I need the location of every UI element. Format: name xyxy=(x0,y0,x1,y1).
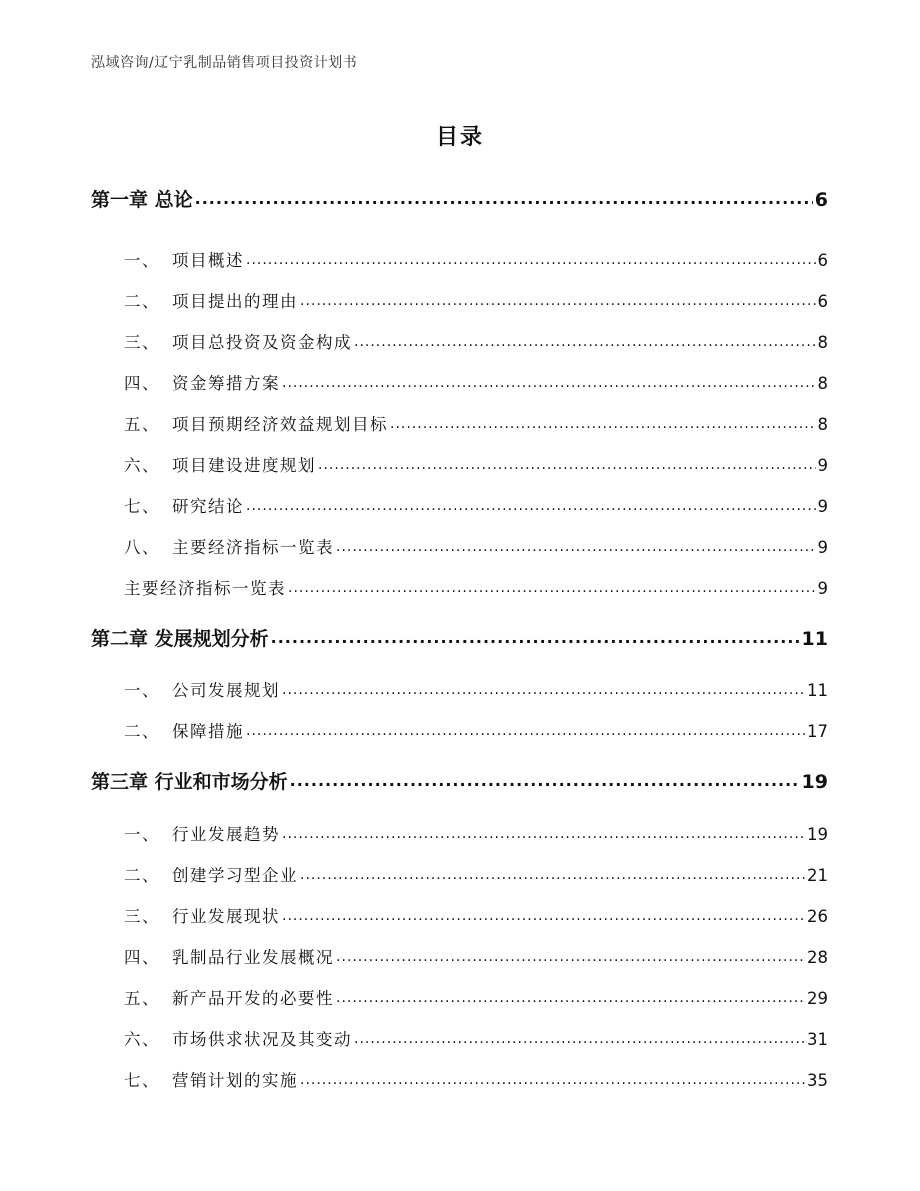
toc-entry-label: 项目概述 xyxy=(172,251,244,270)
toc-section-number: 五、 xyxy=(124,415,160,434)
toc-entry-label: 新产品开发的必要性 xyxy=(172,989,334,1008)
toc-section[interactable] xyxy=(0,903,920,927)
toc-section[interactable] xyxy=(0,452,920,476)
toc-page-number: 19 xyxy=(801,771,828,793)
toc-page-number: 31 xyxy=(807,1030,828,1049)
toc-dot-leader xyxy=(282,824,805,841)
toc-page-number: 9 xyxy=(817,538,828,557)
toc-section[interactable] xyxy=(0,493,920,517)
toc-dot-leader xyxy=(300,291,816,308)
toc-section-number: 三、 xyxy=(124,907,160,926)
toc-page-number: 11 xyxy=(807,681,828,700)
toc-dot-leader xyxy=(354,332,816,349)
toc-section[interactable] xyxy=(0,534,920,558)
toc-page-number: 6 xyxy=(817,251,828,270)
toc-section-number: 八、 xyxy=(124,538,160,557)
toc-page-number: 35 xyxy=(807,1071,828,1090)
toc-section-number: 七、 xyxy=(124,1071,160,1090)
toc-section[interactable] xyxy=(0,247,920,271)
toc-entry-label: 营销计划的实施 xyxy=(172,1071,298,1090)
toc-dot-leader xyxy=(246,250,816,267)
toc-section-number: 五、 xyxy=(124,989,160,1008)
toc-section[interactable] xyxy=(0,1067,920,1091)
toc-entry-label: 行业发展趋势 xyxy=(172,825,280,844)
toc-section[interactable] xyxy=(0,329,920,353)
toc-section-number: 三、 xyxy=(124,333,160,352)
toc-dot-leader xyxy=(282,373,816,390)
toc-entry-label: 项目提出的理由 xyxy=(172,292,298,311)
toc-chapter-1[interactable] xyxy=(0,185,920,212)
toc-page-number: 11 xyxy=(801,628,828,650)
toc-entry-label: 乳制品行业发展概况 xyxy=(172,948,334,967)
toc-page-number: 17 xyxy=(807,722,828,741)
toc-dot-leader xyxy=(300,1070,805,1087)
toc-chapter-3[interactable] xyxy=(0,767,920,794)
toc-page-number: 21 xyxy=(807,866,828,885)
toc-section[interactable] xyxy=(0,944,920,968)
toc-entry-label: 创建学习型企业 xyxy=(172,866,298,885)
toc-table-entry[interactable] xyxy=(0,575,920,599)
toc-entry-label: 第三章 行业和市场分析 xyxy=(91,771,288,793)
toc-entry-label: 保障措施 xyxy=(172,722,244,741)
toc-section[interactable] xyxy=(0,677,920,701)
toc-page-number: 9 xyxy=(817,456,828,475)
toc-page-number: 26 xyxy=(807,907,828,926)
toc-dot-leader xyxy=(318,455,816,472)
toc-dot-leader xyxy=(246,721,805,738)
toc-section[interactable] xyxy=(0,862,920,886)
toc-dot-leader xyxy=(195,187,813,206)
toc-page-number: 9 xyxy=(817,497,828,516)
toc-section[interactable] xyxy=(0,288,920,312)
toc-section[interactable] xyxy=(0,370,920,394)
toc-section[interactable] xyxy=(0,411,920,435)
toc-title: 目录 xyxy=(435,125,484,150)
toc-section[interactable] xyxy=(0,985,920,1009)
toc-dot-leader xyxy=(336,947,805,964)
toc-dot-leader xyxy=(354,1029,805,1046)
toc-section-number: 四、 xyxy=(124,948,160,967)
toc-dot-leader xyxy=(282,680,805,697)
toc-page-number: 19 xyxy=(807,825,828,844)
toc-page-number: 8 xyxy=(817,415,828,434)
toc-dot-leader xyxy=(336,988,805,1005)
toc-entry-label: 市场供求状况及其变动 xyxy=(172,1030,352,1049)
toc-entry-label: 公司发展规划 xyxy=(172,681,280,700)
toc-dot-leader xyxy=(290,769,800,788)
toc-chapter-2[interactable] xyxy=(0,624,920,651)
toc-dot-leader xyxy=(336,537,816,554)
toc-section-number: 二、 xyxy=(124,292,160,311)
toc-section-number: 一、 xyxy=(124,825,160,844)
toc-entry-label: 项目总投资及资金构成 xyxy=(172,333,352,352)
toc-dot-leader xyxy=(390,414,816,431)
running-header: 泓域咨询/辽宁乳制品销售项目投资计划书 xyxy=(91,55,358,71)
toc-dot-leader xyxy=(246,496,816,513)
toc-section[interactable] xyxy=(0,1026,920,1050)
toc-page-number: 6 xyxy=(814,189,828,211)
toc-dot-leader xyxy=(300,865,805,882)
toc-page-number: 29 xyxy=(807,989,828,1008)
toc-section-number: 二、 xyxy=(124,866,160,885)
toc-entry-label: 行业发展现状 xyxy=(172,907,280,926)
toc-dot-leader xyxy=(282,906,805,923)
toc-page-number: 8 xyxy=(817,374,828,393)
toc-section[interactable] xyxy=(0,718,920,742)
toc-section-number: 七、 xyxy=(124,497,160,516)
toc-section-number: 一、 xyxy=(124,681,160,700)
toc-section-number: 四、 xyxy=(124,374,160,393)
toc-section-number: 一、 xyxy=(124,251,160,270)
toc-page-number: 28 xyxy=(807,948,828,967)
toc-section-number: 六、 xyxy=(124,456,160,475)
toc-entry-label: 主要经济指标一览表 xyxy=(172,538,334,557)
toc-section[interactable] xyxy=(0,821,920,845)
toc-entry-label: 第二章 发展规划分析 xyxy=(91,628,269,650)
toc-entry-label: 主要经济指标一览表 xyxy=(124,579,286,598)
toc-entry-label: 第一章 总论 xyxy=(91,189,193,211)
toc-entry-label: 资金筹措方案 xyxy=(172,374,280,393)
toc-page-number: 8 xyxy=(817,333,828,352)
toc-dot-leader xyxy=(271,626,800,645)
toc-entry-label: 项目预期经济效益规划目标 xyxy=(172,415,388,434)
toc-section-number: 二、 xyxy=(124,722,160,741)
toc-page-number: 9 xyxy=(817,579,828,598)
toc-dot-leader xyxy=(288,578,816,595)
toc-entry-label: 研究结论 xyxy=(172,497,244,516)
toc-section-number: 六、 xyxy=(124,1030,160,1049)
toc-entry-label: 项目建设进度规划 xyxy=(172,456,316,475)
toc-page-number: 6 xyxy=(817,292,828,311)
